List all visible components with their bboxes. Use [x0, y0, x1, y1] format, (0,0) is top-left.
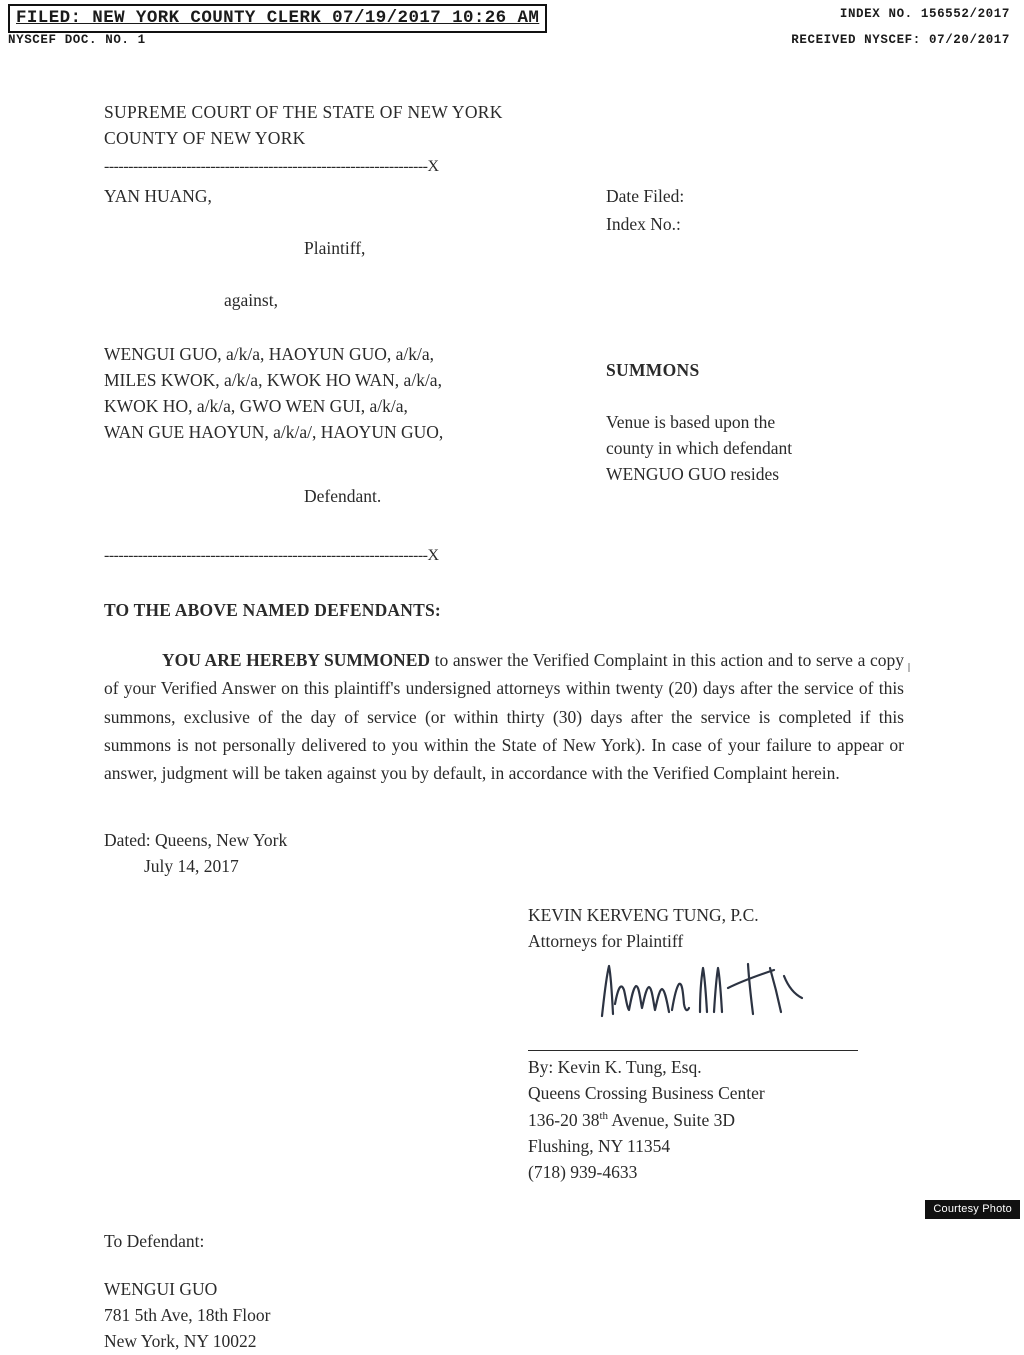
firm-address-line-3: Flushing, NY 11354: [528, 1135, 671, 1156]
scan-artifact: [908, 663, 910, 672]
court-heading: [104, 100, 904, 152]
filed-stamp-text: FILED: NEW YORK COUNTY CLERK 07/19/2017 10:26 AM: [16, 8, 540, 28]
caption-parties-column: [104, 184, 574, 509]
firm-address-street-rest: Avenue, Suite 3D: [608, 1109, 736, 1130]
to-defendant-name: WENGUI GUO: [104, 1279, 218, 1300]
firm-address-street-number: 136-20 38: [528, 1109, 600, 1130]
defendant-name-line: WENGUI GUO, a/k/a, HAOYUN GUO, a/k/a,: [104, 344, 434, 365]
case-caption: [104, 184, 904, 514]
to-defendant-address-1: 781 5th Ave, 18th Floor: [104, 1305, 271, 1326]
defendant-role: Defendant.: [304, 485, 382, 506]
index-no: INDEX NO. 156552/2017: [839, 7, 1010, 21]
firm-phone: (718) 939-4633: [528, 1162, 638, 1183]
efiling-header: [0, 0, 1024, 52]
filed-stamp: [8, 4, 547, 33]
dated-block: [104, 828, 904, 880]
document-page: [0, 100, 1024, 1355]
summons-title: SUMMONS: [606, 360, 700, 381]
date-filed-label: Date Filed:: [606, 186, 685, 207]
defendant-name-line: MILES KWOK, a/k/a, KWOK HO WAN, a/k/a,: [104, 370, 442, 391]
signature-line: [528, 1050, 858, 1051]
defendant-name-line: KWOK HO, a/k/a, GWO WEN GUI, a/k/a,: [104, 395, 408, 416]
signer-name: By: Kevin K. Tung, Esq.: [528, 1057, 702, 1078]
to-above-named-defendants: TO THE ABOVE NAMED DEFENDANTS:: [104, 600, 441, 621]
nyscef-doc-no: NYSCEF DOC. NO. 1: [8, 33, 146, 47]
court-line-2: COUNTY OF NEW YORK: [104, 127, 306, 148]
document-body: [104, 100, 904, 1355]
photo-credit-badge: Courtesy Photo: [925, 1200, 1020, 1219]
venue-line: WENGUO GUO resides: [606, 463, 780, 484]
to-defendant-header: To Defendant:: [104, 1231, 205, 1252]
summons-paragraph: [104, 646, 904, 788]
plaintiff-role: Plaintiff,: [304, 238, 366, 259]
to-defendant-address-2: New York, NY 10022: [104, 1330, 257, 1351]
caption-info-column: [606, 184, 906, 487]
venue-line: county in which defendant: [606, 438, 793, 459]
plaintiff-name: YAN HUANG,: [104, 186, 212, 207]
firm-name: KEVIN KERVENG TUNG, P.C.: [528, 904, 759, 925]
against-label: against,: [224, 290, 278, 311]
firm-address-line-1: Queens Crossing Business Center: [528, 1083, 765, 1104]
defendant-names: [104, 342, 574, 446]
defendant-name-line: WAN GUE HAOYUN, a/k/a/, HAOYUN GUO,: [104, 421, 444, 442]
firm-address-line-2: [528, 1107, 904, 1133]
summoned-body: to answer the Verified Complaint in this action and to serve a copy of your Verified Answer on this plaintiff's undersigned attorneys within twenty (20) days after the service of this summons, exclusive of the day of service (or within thirty (30) days after the service is completed if this summons is not personally delivered to you within the State of New York). In case of your failure to appear or answer, judgment will be taken against you by default, in accordance with the Verified Complaint herein.: [104, 650, 904, 784]
venue-line: Venue is based upon the: [606, 412, 776, 433]
signature-space: [528, 954, 904, 1050]
summoned-lead: YOU ARE HEREBY SUMMONED: [162, 650, 430, 671]
signature-block: [104, 902, 904, 1186]
to-defendant-block: [104, 1229, 904, 1355]
caption-rule-top: -------------------------------------------------------------------X: [104, 157, 439, 175]
dated-line-2: July 14, 2017: [144, 855, 239, 876]
index-no-label: Index No.:: [606, 214, 681, 235]
caption-rule-bottom: -------------------------------------------------------------------X: [104, 547, 439, 565]
court-line-1: SUPREME COURT OF THE STATE OF NEW YORK: [104, 102, 503, 122]
venue-statement: [606, 410, 906, 488]
firm-role: Attorneys for Plaintiff: [528, 930, 684, 951]
ordinal-suffix: th: [599, 1109, 609, 1122]
dated-line-1: Dated: Queens, New York: [104, 829, 288, 850]
received-nyscef: RECEIVED NYSCEF: 07/20/2017: [791, 33, 1010, 47]
